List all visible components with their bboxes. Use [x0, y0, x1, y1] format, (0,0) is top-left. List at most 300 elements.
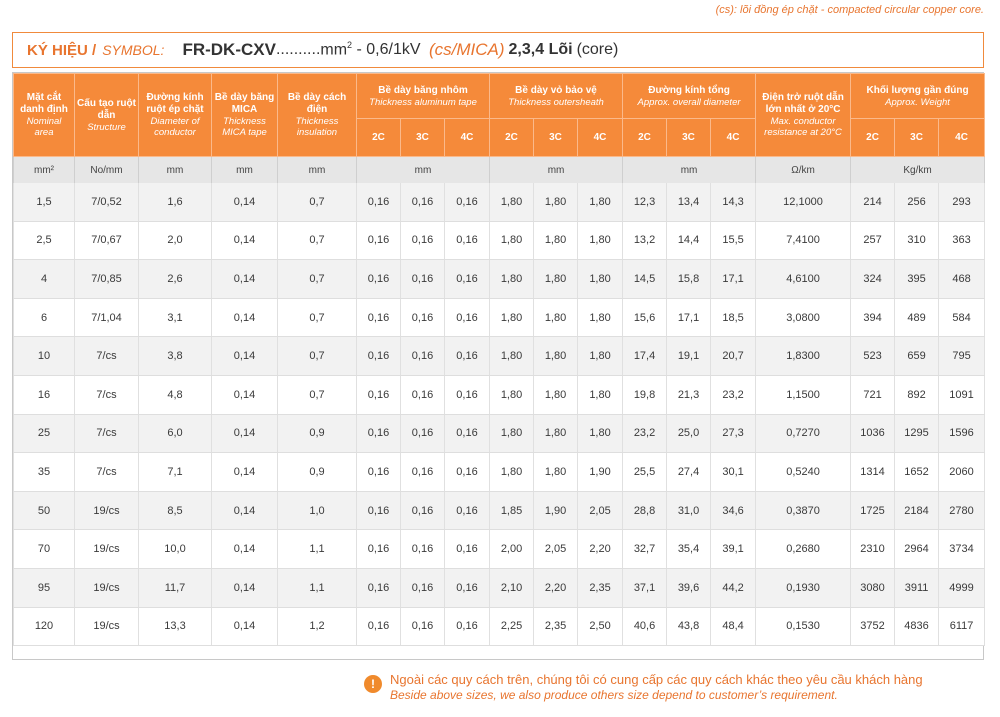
- cell-weight-2c: 1314: [851, 453, 895, 492]
- cell-alu-2c: 0,16: [357, 607, 401, 646]
- code-unit-sup: 2: [347, 40, 353, 51]
- spec-table: [13, 73, 985, 646]
- unit-weight: Kg/km: [851, 157, 985, 184]
- cell-alu-2c: 0,16: [357, 337, 401, 376]
- cell-sheath-3c: 2,35: [534, 607, 578, 646]
- cell-area: 70: [14, 530, 75, 569]
- cell-alu-3c: 0,16: [401, 453, 445, 492]
- subheader-2c: 2C: [851, 119, 895, 157]
- cell-sheath-3c: 2,05: [534, 530, 578, 569]
- compacted-core-note: (cs): lõi đồng ép chặt - compacted circular copper core.: [715, 4, 984, 16]
- cell-insulation: 0,9: [278, 414, 357, 453]
- cell-diameter: 2,0: [139, 221, 212, 260]
- header-resistance: [756, 74, 851, 157]
- cell-weight-2c: 214: [851, 183, 895, 221]
- unit-mica: mm: [212, 157, 278, 184]
- header-diameter-en: Diameter of conductor: [150, 116, 200, 138]
- cell-overall-4c: 27,3: [711, 414, 756, 453]
- cell-alu-3c: 0,16: [401, 260, 445, 299]
- cell-alu-2c: 0,16: [357, 414, 401, 453]
- unit-aluminum: mm: [357, 157, 490, 184]
- cell-weight-3c: 1652: [895, 453, 939, 492]
- cell-insulation: 0,7: [278, 183, 357, 221]
- cell-alu-2c: 0,16: [357, 491, 401, 530]
- table-row: [14, 491, 985, 530]
- cell-overall-3c: 15,8: [667, 260, 711, 299]
- cell-sheath-4c: 1,80: [578, 337, 623, 376]
- header-outersheath-en: Thickness outersheath: [508, 96, 604, 108]
- cell-overall-3c: 35,4: [667, 530, 711, 569]
- cell-sheath-2c: 2,10: [490, 568, 534, 607]
- cell-diameter: 6,0: [139, 414, 212, 453]
- cell-overall-3c: 17,1: [667, 298, 711, 337]
- header-overall: [623, 74, 756, 119]
- cell-structure: 19/cs: [75, 568, 139, 607]
- spec-table-body: [14, 157, 985, 646]
- cell-structure: 7/1,04: [75, 298, 139, 337]
- cell-weight-4c: 584: [939, 298, 985, 337]
- cell-weight-4c: 293: [939, 183, 985, 221]
- header-aluminum: [357, 74, 490, 119]
- header-mica: [212, 74, 278, 157]
- cell-alu-2c: 0,16: [357, 453, 401, 492]
- header-area-en: Nominal area: [26, 116, 62, 138]
- cell-mica: 0,14: [212, 453, 278, 492]
- cell-sheath-4c: 2,20: [578, 530, 623, 569]
- cell-sheath-3c: 1,80: [534, 453, 578, 492]
- cell-weight-3c: 489: [895, 298, 939, 337]
- cell-mica: 0,14: [212, 183, 278, 221]
- cell-resistance: 3,0800: [756, 298, 851, 337]
- subheader-3c: 3C: [534, 119, 578, 157]
- cell-sheath-4c: 1,80: [578, 221, 623, 260]
- cell-diameter: 7,1: [139, 453, 212, 492]
- cell-alu-2c: 0,16: [357, 260, 401, 299]
- cell-resistance: 1,1500: [756, 375, 851, 414]
- cell-area: 1,5: [14, 183, 75, 221]
- table-row: [14, 298, 985, 337]
- cell-insulation: 1,1: [278, 530, 357, 569]
- header-overall-vi: Đường kính tổng: [648, 84, 730, 96]
- cell-sheath-4c: 1,80: [578, 298, 623, 337]
- cell-resistance: 4,6100: [756, 260, 851, 299]
- cell-overall-4c: 48,4: [711, 607, 756, 646]
- cell-insulation: 0,9: [278, 453, 357, 492]
- cell-sheath-2c: 1,80: [490, 375, 534, 414]
- header-weight-en: Approx. Weight: [885, 96, 950, 108]
- cell-weight-2c: 257: [851, 221, 895, 260]
- footer-text-en: Beside above sizes, we also produce others size depend to customer’s requirement.: [390, 688, 838, 702]
- cell-area: 35: [14, 453, 75, 492]
- cell-insulation: 1,1: [278, 568, 357, 607]
- cell-resistance: 0,7270: [756, 414, 851, 453]
- cell-sheath-4c: 1,80: [578, 414, 623, 453]
- symbol-bar: [12, 32, 984, 68]
- cell-overall-4c: 17,1: [711, 260, 756, 299]
- header-area-vi: Mặt cắt danh định: [20, 92, 68, 115]
- footer-note: [364, 672, 923, 702]
- cell-structure: 7/cs: [75, 414, 139, 453]
- header-insulation-vi: Bề dày cách điện: [287, 92, 347, 115]
- cell-alu-4c: 0,16: [445, 607, 490, 646]
- cell-alu-3c: 0,16: [401, 607, 445, 646]
- cell-alu-4c: 0,16: [445, 260, 490, 299]
- cell-weight-2c: 394: [851, 298, 895, 337]
- cell-weight-3c: 3911: [895, 568, 939, 607]
- subheader-2c: 2C: [490, 119, 534, 157]
- cell-weight-4c: 6117: [939, 607, 985, 646]
- cell-mica: 0,14: [212, 298, 278, 337]
- cell-structure: 7/cs: [75, 337, 139, 376]
- cell-weight-2c: 523: [851, 337, 895, 376]
- cell-diameter: 4,8: [139, 375, 212, 414]
- table-row: [14, 453, 985, 492]
- cell-sheath-3c: 1,80: [534, 221, 578, 260]
- cell-sheath-4c: 1,80: [578, 260, 623, 299]
- cell-alu-2c: 0,16: [357, 375, 401, 414]
- cell-overall-4c: 34,6: [711, 491, 756, 530]
- cell-area: 4: [14, 260, 75, 299]
- cell-weight-4c: 4999: [939, 568, 985, 607]
- cell-overall-3c: 43,8: [667, 607, 711, 646]
- cell-resistance: 0,1530: [756, 607, 851, 646]
- cable-code: FR-DK-CXV: [182, 40, 276, 59]
- header-structure-en: Structure: [87, 121, 126, 133]
- cell-insulation: 1,0: [278, 491, 357, 530]
- cell-weight-3c: 4836: [895, 607, 939, 646]
- cell-overall-2c: 32,7: [623, 530, 667, 569]
- table-row: [14, 375, 985, 414]
- footer-text: [390, 672, 923, 702]
- cell-weight-3c: 310: [895, 221, 939, 260]
- cell-sheath-3c: 1,80: [534, 183, 578, 221]
- code-unit: [320, 40, 352, 59]
- cell-weight-4c: 1596: [939, 414, 985, 453]
- code-cores: 2,3,4 Lõi: [508, 41, 573, 58]
- cell-sheath-3c: 1,80: [534, 337, 578, 376]
- cell-resistance: 0,3870: [756, 491, 851, 530]
- cell-sheath-3c: 2,20: [534, 568, 578, 607]
- cell-weight-3c: 892: [895, 375, 939, 414]
- cell-weight-4c: 2780: [939, 491, 985, 530]
- cell-overall-3c: 21,3: [667, 375, 711, 414]
- cell-overall-2c: 17,4: [623, 337, 667, 376]
- unit-overall: mm: [623, 157, 756, 184]
- cell-area: 16: [14, 375, 75, 414]
- cell-alu-4c: 0,16: [445, 453, 490, 492]
- cell-overall-4c: 14,3: [711, 183, 756, 221]
- table-row: [14, 337, 985, 376]
- cell-sheath-2c: 1,80: [490, 298, 534, 337]
- cell-diameter: 3,1: [139, 298, 212, 337]
- header-resistance-en: Max. conductor resistance at 20°C: [764, 116, 842, 138]
- cell-sheath-4c: 2,50: [578, 607, 623, 646]
- cell-sheath-4c: 1,90: [578, 453, 623, 492]
- cell-alu-4c: 0,16: [445, 221, 490, 260]
- cell-area: 25: [14, 414, 75, 453]
- spec-table-container: [12, 72, 984, 660]
- cell-sheath-3c: 1,80: [534, 414, 578, 453]
- header-weight-vi: Khối lượng gần đúng: [866, 84, 969, 96]
- header-structure-vi: Cấu tạo ruột dẫn: [77, 97, 136, 121]
- cell-structure: 7/0,52: [75, 183, 139, 221]
- cell-weight-3c: 256: [895, 183, 939, 221]
- cell-diameter: 2,6: [139, 260, 212, 299]
- cell-sheath-3c: 1,80: [534, 260, 578, 299]
- cell-alu-4c: 0,16: [445, 337, 490, 376]
- cell-weight-2c: 2310: [851, 530, 895, 569]
- cell-sheath-3c: 1,80: [534, 298, 578, 337]
- code-unit-text: mm: [320, 41, 348, 59]
- subheader-3c: 3C: [895, 119, 939, 157]
- units-row: [14, 157, 985, 184]
- symbol-label-vi: KÝ HIỆU /: [27, 41, 97, 59]
- unit-insulation: mm: [278, 157, 357, 184]
- unit-diameter: mm: [139, 157, 212, 184]
- cell-resistance: 0,1930: [756, 568, 851, 607]
- cell-sheath-4c: 1,80: [578, 183, 623, 221]
- cell-mica: 0,14: [212, 260, 278, 299]
- cell-alu-2c: 0,16: [357, 568, 401, 607]
- cell-mica: 0,14: [212, 414, 278, 453]
- cell-area: 95: [14, 568, 75, 607]
- cell-structure: 7/0,85: [75, 260, 139, 299]
- cell-mica: 0,14: [212, 491, 278, 530]
- header-aluminum-vi: Bề dày băng nhôm: [378, 84, 468, 96]
- cell-overall-4c: 20,7: [711, 337, 756, 376]
- cell-sheath-3c: 1,80: [534, 375, 578, 414]
- cell-overall-3c: 39,6: [667, 568, 711, 607]
- cell-alu-2c: 0,16: [357, 221, 401, 260]
- table-row: [14, 607, 985, 646]
- cell-weight-3c: 395: [895, 260, 939, 299]
- unit-area: mm²: [14, 157, 75, 184]
- cell-alu-3c: 0,16: [401, 375, 445, 414]
- cell-weight-3c: 659: [895, 337, 939, 376]
- cell-alu-4c: 0,16: [445, 183, 490, 221]
- table-row: [14, 221, 985, 260]
- cell-resistance: 0,2680: [756, 530, 851, 569]
- subheader-3c: 3C: [401, 119, 445, 157]
- cell-weight-2c: 3080: [851, 568, 895, 607]
- cell-sheath-3c: 1,90: [534, 491, 578, 530]
- cell-area: 50: [14, 491, 75, 530]
- cell-resistance: 0,5240: [756, 453, 851, 492]
- cell-overall-4c: 44,2: [711, 568, 756, 607]
- cell-alu-3c: 0,16: [401, 221, 445, 260]
- cell-structure: 19/cs: [75, 607, 139, 646]
- cell-sheath-4c: 2,05: [578, 491, 623, 530]
- cell-sheath-2c: 2,25: [490, 607, 534, 646]
- cell-alu-3c: 0,16: [401, 337, 445, 376]
- cell-weight-4c: 363: [939, 221, 985, 260]
- cell-overall-4c: 15,5: [711, 221, 756, 260]
- cell-alu-2c: 0,16: [357, 530, 401, 569]
- cell-overall-3c: 25,0: [667, 414, 711, 453]
- subheader-4c: 4C: [445, 119, 490, 157]
- header-mica-vi: Bề dày băng MICA: [214, 92, 275, 115]
- code-voltage: - 0,6/1kV: [352, 41, 425, 58]
- cell-weight-2c: 324: [851, 260, 895, 299]
- table-row: [14, 260, 985, 299]
- cell-overall-2c: 28,8: [623, 491, 667, 530]
- header-area: [14, 74, 75, 157]
- cell-weight-2c: 3752: [851, 607, 895, 646]
- cell-resistance: 12,1000: [756, 183, 851, 221]
- cell-overall-2c: 37,1: [623, 568, 667, 607]
- cell-sheath-2c: 1,80: [490, 260, 534, 299]
- cell-weight-4c: 468: [939, 260, 985, 299]
- cell-overall-2c: 25,5: [623, 453, 667, 492]
- cell-overall-2c: 15,6: [623, 298, 667, 337]
- cell-mica: 0,14: [212, 568, 278, 607]
- subheader-4c: 4C: [939, 119, 985, 157]
- header-outersheath: [490, 74, 623, 119]
- cell-insulation: 1,2: [278, 607, 357, 646]
- cell-overall-2c: 14,5: [623, 260, 667, 299]
- warning-icon: !: [364, 675, 382, 693]
- cell-alu-2c: 0,16: [357, 298, 401, 337]
- table-row: [14, 183, 985, 221]
- cell-insulation: 0,7: [278, 375, 357, 414]
- cell-insulation: 0,7: [278, 260, 357, 299]
- table-row: [14, 530, 985, 569]
- cell-weight-3c: 2964: [895, 530, 939, 569]
- cell-resistance: 7,4100: [756, 221, 851, 260]
- cell-sheath-2c: 1,80: [490, 414, 534, 453]
- cell-overall-2c: 13,2: [623, 221, 667, 260]
- cell-weight-3c: 1295: [895, 414, 939, 453]
- cell-overall-2c: 12,3: [623, 183, 667, 221]
- cell-overall-3c: 31,0: [667, 491, 711, 530]
- cell-alu-4c: 0,16: [445, 530, 490, 569]
- cell-overall-2c: 23,2: [623, 414, 667, 453]
- cell-insulation: 0,7: [278, 298, 357, 337]
- cell-insulation: 0,7: [278, 221, 357, 260]
- cell-alu-4c: 0,16: [445, 568, 490, 607]
- symbol-label-en: SYMBOL:: [102, 42, 165, 58]
- header-diameter: [139, 74, 212, 157]
- cell-sheath-4c: 1,80: [578, 375, 623, 414]
- unit-outersheath: mm: [490, 157, 623, 184]
- cell-area: 2,5: [14, 221, 75, 260]
- cell-area: 6: [14, 298, 75, 337]
- cell-sheath-2c: 1,80: [490, 221, 534, 260]
- cell-mica: 0,14: [212, 530, 278, 569]
- cell-structure: 7/cs: [75, 453, 139, 492]
- subheader-4c: 4C: [711, 119, 756, 157]
- unit-resistance: Ω/km: [756, 157, 851, 184]
- cell-weight-2c: 1725: [851, 491, 895, 530]
- cell-sheath-2c: 1,85: [490, 491, 534, 530]
- cell-structure: 7/0,67: [75, 221, 139, 260]
- cell-mica: 0,14: [212, 221, 278, 260]
- cell-sheath-2c: 1,80: [490, 337, 534, 376]
- cell-overall-2c: 40,6: [623, 607, 667, 646]
- cell-resistance: 1,8300: [756, 337, 851, 376]
- cell-mica: 0,14: [212, 375, 278, 414]
- cell-diameter: 3,8: [139, 337, 212, 376]
- cell-alu-3c: 0,16: [401, 298, 445, 337]
- header-outersheath-vi: Bề dày vỏ bảo vệ: [515, 84, 597, 96]
- cell-sheath-2c: 1,80: [490, 453, 534, 492]
- header-structure: [75, 74, 139, 157]
- cell-weight-4c: 2060: [939, 453, 985, 492]
- cell-mica: 0,14: [212, 607, 278, 646]
- cell-alu-4c: 0,16: [445, 298, 490, 337]
- cell-alu-3c: 0,16: [401, 530, 445, 569]
- subheader-3c: 3C: [667, 119, 711, 157]
- unit-structure: No/mm: [75, 157, 139, 184]
- cell-insulation: 0,7: [278, 337, 357, 376]
- header-insulation: [278, 74, 357, 157]
- cell-diameter: 10,0: [139, 530, 212, 569]
- code-cores-en: (core): [576, 41, 619, 58]
- cell-alu-3c: 0,16: [401, 568, 445, 607]
- cell-alu-2c: 0,16: [357, 183, 401, 221]
- code-material: (cs/MICA): [428, 40, 505, 59]
- cell-alu-3c: 0,16: [401, 414, 445, 453]
- cell-mica: 0,14: [212, 337, 278, 376]
- table-row: [14, 568, 985, 607]
- footer-text-vi: Ngoài các quy cách trên, chúng tôi có cung cấp các quy cách khác theo yêu cầu khách hàng: [390, 672, 923, 687]
- cell-overall-4c: 18,5: [711, 298, 756, 337]
- cell-overall-4c: 39,1: [711, 530, 756, 569]
- header-insulation-en: Thickness insulation: [295, 116, 339, 138]
- cell-alu-4c: 0,16: [445, 414, 490, 453]
- subheader-2c: 2C: [357, 119, 401, 157]
- cell-weight-2c: 1036: [851, 414, 895, 453]
- cell-overall-4c: 30,1: [711, 453, 756, 492]
- cell-alu-3c: 0,16: [401, 183, 445, 221]
- header-resistance-vi: Điện trở ruột dẫn lớn nhất ở 20°C: [762, 92, 844, 115]
- cell-overall-3c: 19,1: [667, 337, 711, 376]
- subheader-2c: 2C: [623, 119, 667, 157]
- cell-structure: 19/cs: [75, 530, 139, 569]
- cell-diameter: 1,6: [139, 183, 212, 221]
- cell-structure: 7/cs: [75, 375, 139, 414]
- cell-sheath-4c: 2,35: [578, 568, 623, 607]
- cell-weight-4c: 1091: [939, 375, 985, 414]
- cell-overall-3c: 27,4: [667, 453, 711, 492]
- cell-sheath-2c: 2,00: [490, 530, 534, 569]
- cell-sheath-2c: 1,80: [490, 183, 534, 221]
- cell-alu-4c: 0,16: [445, 375, 490, 414]
- cell-overall-3c: 13,4: [667, 183, 711, 221]
- header-weight: [851, 74, 985, 119]
- header-aluminum-en: Thickness aluminum tape: [369, 96, 477, 108]
- header-overall-en: Approx. overall diameter: [637, 96, 741, 108]
- subheader-4c: 4C: [578, 119, 623, 157]
- cell-overall-3c: 14,4: [667, 221, 711, 260]
- cell-diameter: 13,3: [139, 607, 212, 646]
- cell-weight-2c: 721: [851, 375, 895, 414]
- header-mica-en: Thickness MICA tape: [222, 116, 267, 138]
- cell-weight-4c: 795: [939, 337, 985, 376]
- table-row: [14, 414, 985, 453]
- cell-structure: 19/cs: [75, 491, 139, 530]
- cell-weight-4c: 3734: [939, 530, 985, 569]
- cell-area: 120: [14, 607, 75, 646]
- cell-diameter: 11,7: [139, 568, 212, 607]
- cell-overall-4c: 23,2: [711, 375, 756, 414]
- code-dots: ..........: [275, 41, 321, 58]
- header-diameter-vi: Đường kính ruột ép chặt: [146, 92, 204, 115]
- cell-diameter: 8,5: [139, 491, 212, 530]
- cell-overall-2c: 19,8: [623, 375, 667, 414]
- cell-alu-4c: 0,16: [445, 491, 490, 530]
- cell-weight-3c: 2184: [895, 491, 939, 530]
